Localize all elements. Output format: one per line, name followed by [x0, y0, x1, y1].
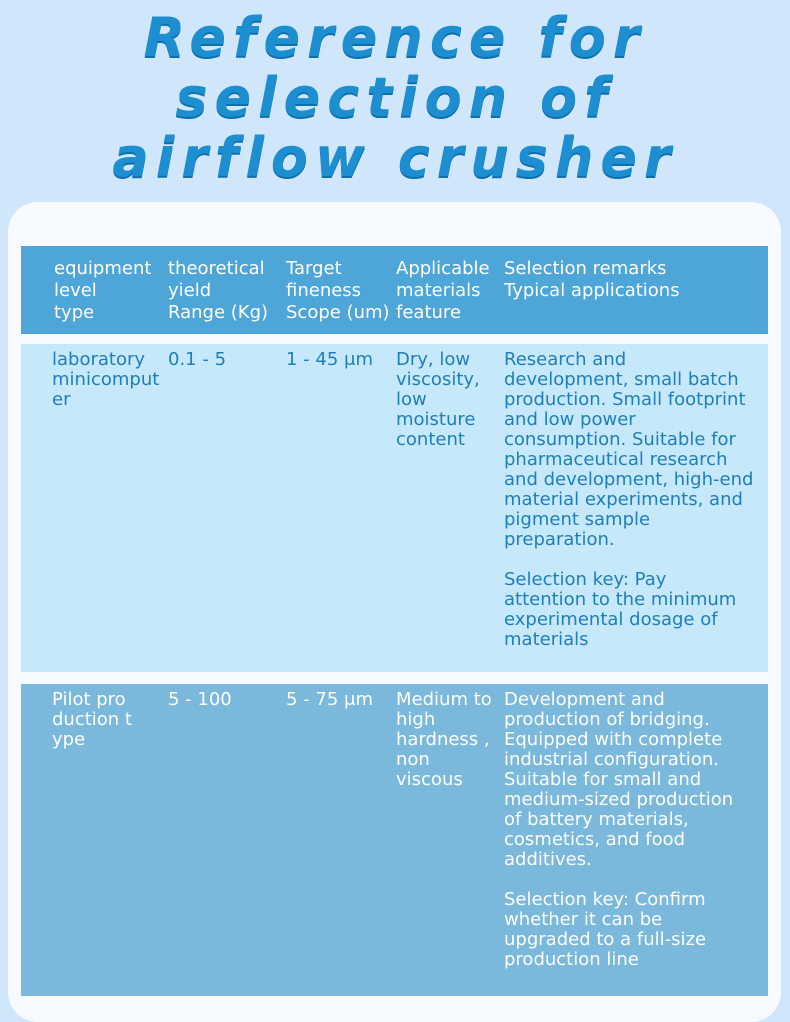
- cell-yield: 5 - 100: [168, 689, 232, 710]
- selection-key-text: Selection key: Pay attention to the minimum experimental dosage of materials: [504, 569, 737, 650]
- header-line: type: [54, 302, 95, 323]
- header-line: level: [54, 280, 97, 301]
- header-materials: [396, 258, 495, 324]
- selection-key-text: Selection key: Confirm whether it can be upgraded to a full-size production line: [504, 889, 707, 970]
- header-yield: [168, 258, 280, 324]
- cell-materials: Dry, low viscosity, low moisture content: [396, 349, 480, 450]
- title-line-3: airflow crusher: [112, 126, 678, 189]
- cell-fineness: 5 - 75 μm: [286, 689, 374, 710]
- remarks-text: Development and production of bridging. Equipped with complete industrial configuration. Suitable for small and medium-sized production of battery materials, cosmetics, and food additives.: [504, 689, 734, 870]
- header-line: Range (Kg): [168, 302, 269, 323]
- header-remarks: [504, 258, 754, 302]
- header-line: fineness: [286, 280, 362, 301]
- cell-yield: 0.1 - 5: [168, 349, 227, 370]
- title-line-2: selection of: [175, 66, 615, 129]
- cell-equipment-type: Pilot production type: [52, 689, 132, 750]
- header-line: materials: [396, 280, 481, 301]
- header-line: Target: [286, 258, 342, 279]
- cell-equipment-type: laboratory minicomputer: [52, 349, 160, 410]
- header-line: Applicable: [396, 258, 490, 279]
- header-line: Selection remarks: [504, 258, 667, 279]
- header-equipment-type: [54, 258, 162, 324]
- remarks-text: Research and development, small batch production. Small footprint and low power consumption. Suitable for pharmaceutical research and development, high-end material experiments, and pigment sample preparation.: [504, 349, 754, 550]
- table-row: [21, 344, 768, 672]
- cell-remarks: [504, 690, 754, 970]
- header-line: feature: [396, 302, 461, 323]
- title-line-1: Reference for: [143, 6, 647, 69]
- table-row: [21, 684, 768, 996]
- cell-remarks: [504, 350, 754, 650]
- header-line: equipment: [54, 258, 152, 279]
- page-title: [0, 8, 790, 188]
- table-header: [21, 246, 768, 334]
- header-line: theoretical: [168, 258, 265, 279]
- header-fineness: [286, 258, 394, 324]
- cell-fineness: 1 - 45 μm: [286, 349, 374, 370]
- header-line: Typical applications: [504, 280, 680, 301]
- header-line: yield: [168, 280, 212, 301]
- cell-materials: Medium to high hardness , non viscous: [396, 689, 492, 790]
- header-line: Scope (um): [286, 302, 390, 323]
